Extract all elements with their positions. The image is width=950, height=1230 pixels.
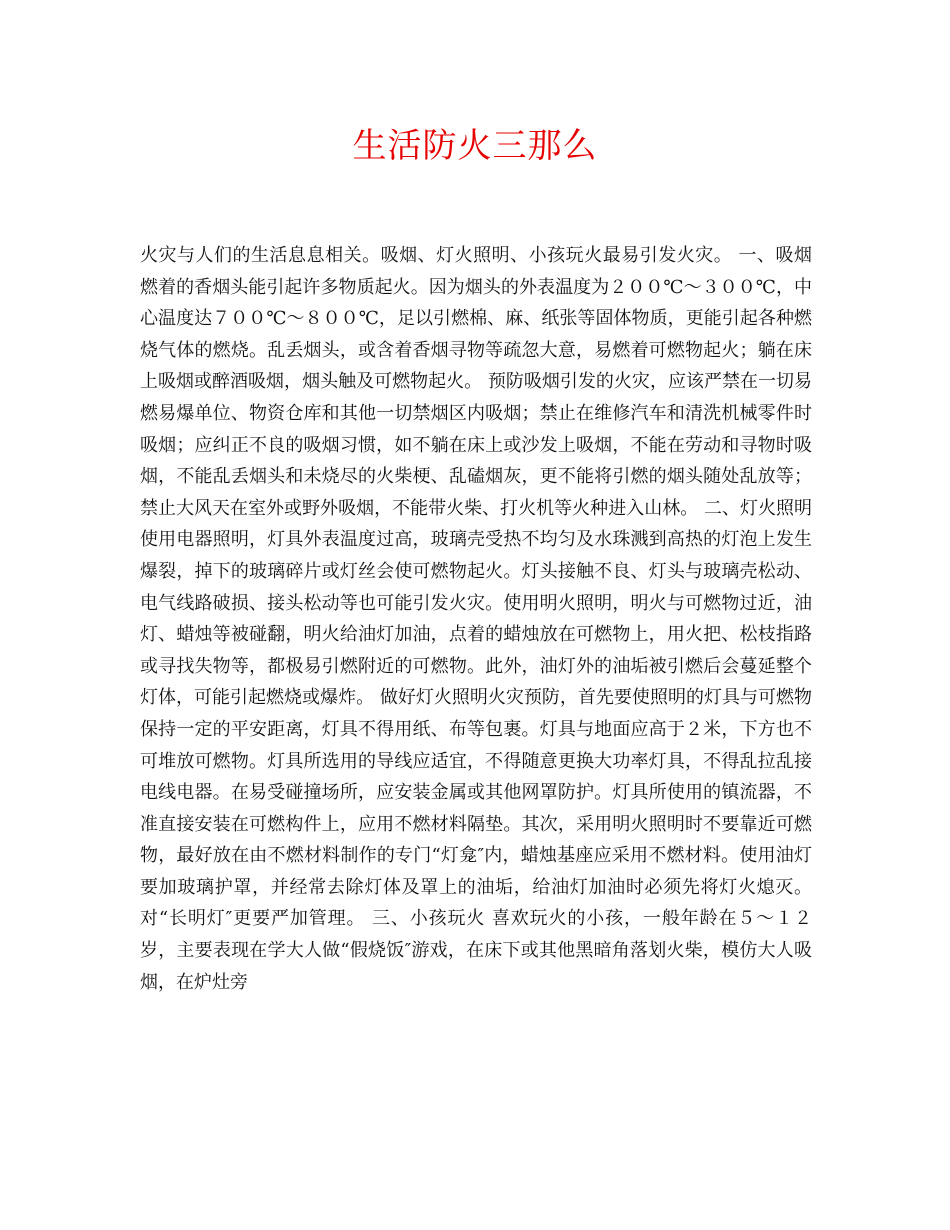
document-body: 火灾与人们的生活息息相关。吸烟、灯火照明、小孩玩火最易引发火灾。 一、吸烟 燃着的香烟头能引起许多物质起火。因为烟头的外表温度为２００℃～３００℃，中心温度达７００℃～８００℃，足以引燃棉、麻、纸张等固体物质，更能引起各种燃烧气体的燃烧。乱丢烟头，或含着香烟寻物等疏忽大意，易燃着可燃物起火；躺在床上吸烟或醉酒吸烟，烟头触及可燃物起火。 预防吸烟引发的火灾，应该严禁在一切易燃易爆单位、物资仓库和其他一切禁烟区内吸烟；禁止在维修汽车和清洗机械零件时吸烟；应纠正不良的吸烟习惯，如不躺在床上或沙发上吸烟，不能在劳动和寻物时吸烟，不能乱丢烟头和未烧尽的火柴梗、乱磕烟灰，更不能将引燃的烟头随处乱放等；禁止大风天在室外或野外吸烟，不能带火柴、打火机等火种进入山林。 二、灯火照明 使用电器照明，灯具外表温度过高，玻璃壳受热不均匀及水珠溅到高热的灯泡上发生爆裂，掉下的玻璃碎片或灯丝会使可燃物起火。灯头接触不良、灯头与玻璃壳松动、电气线路破损、接头松动等也可能引发火灾。使用明火照明，明火与可燃物过近，油灯、蜡烛等被碰翻，明火给油灯加油，点着的蜡烛放在可燃物上，用火把、松枝指路或寻找失物等，都极易引燃附近的可燃物。此外，油灯外的油垢被引燃后会蔓延整个灯体，可能引起燃烧或爆炸。 做好灯火照明火灾预防，首先要使照明的灯具与可燃物保持一定的平安距离，灯具不得用纸、布等包裹。灯具与地面应高于２米，下方也不可堆放可燃物。灯具所选用的导线应适宜，不得随意更换大功率灯具，不得乱拉乱接电线电器。在易受碰撞场所，应安装金属或其他网罩防护。灯具所使用的镇流器，不准直接安装在可燃构件上，应用不燃材料隔垫。其次，采用明火照明时不要靠近可燃物，最好放在由不燃材料制作的专门“灯龛″内，蜡烛基座应采用不燃材料。使用油灯要加玻璃护罩，并经常去除灯体及罩上的油垢，给油灯加油时必须先将灯火熄灭。对“长明灯″更要严加管理。 三、小孩玩火 喜欢玩火的小孩，一般年龄在５～１２岁，主要表现在学大人做“假烧饭″游戏，在床下或其他黑暗角落划火柴，模仿大人吸烟，在炉灶旁	[140, 245, 812, 993]
document-title: 生活防火三那么	[352, 126, 598, 166]
